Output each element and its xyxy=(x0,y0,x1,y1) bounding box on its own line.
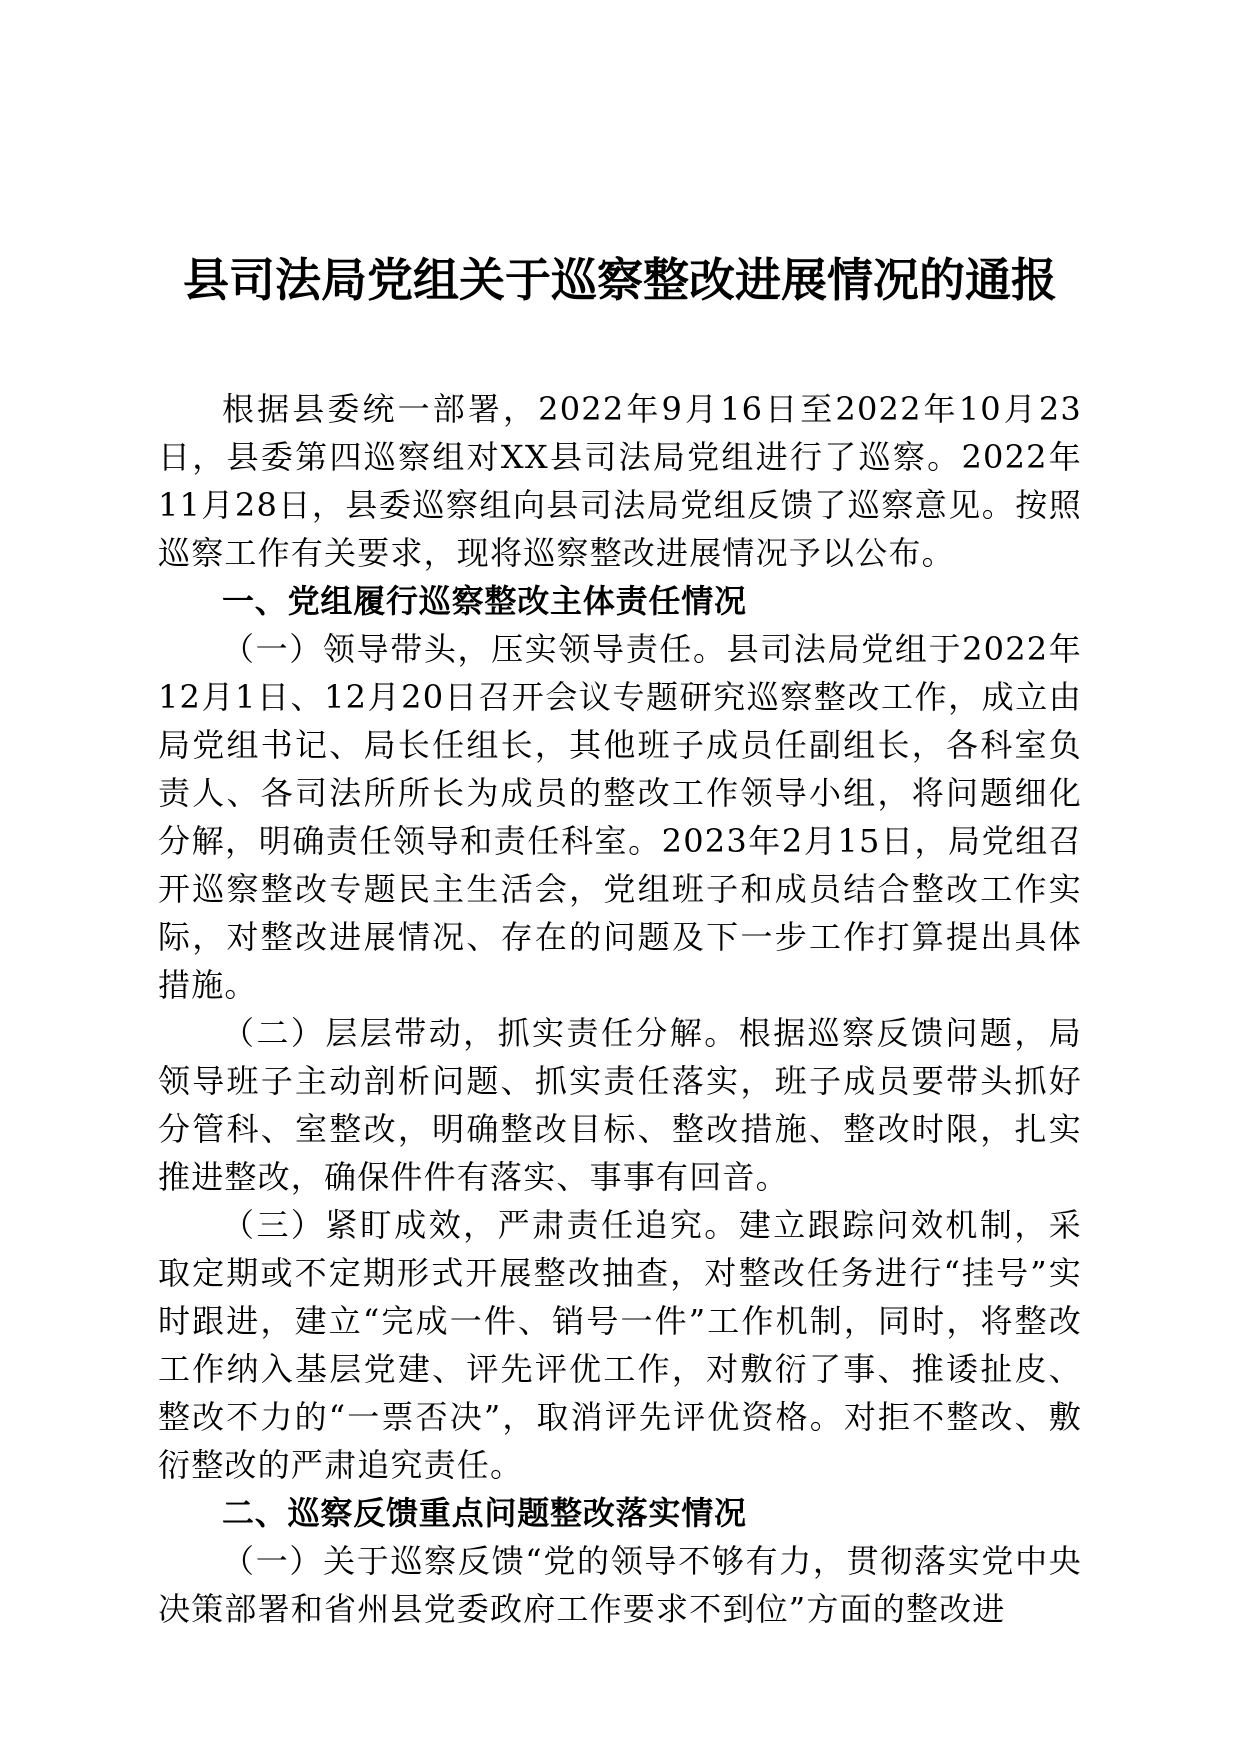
document-title: 县司法局党组关于巡察整改进展情况的通报 xyxy=(183,253,1057,307)
body-paragraph: （二）层层带动，抓实责任分解。根据巡察反馈问题，局领导班子主动剖析问题、抓实责任落实，班子成员要带头抓好分管科、室整改，明确整改目标、整改措施、整改时限，扎实推进整改，确保件件有落实、事事有回音。 xyxy=(158,1014,1082,1196)
section-heading-1: 一、党组履行巡察整改主体责任情况 xyxy=(222,582,747,620)
document-body xyxy=(158,385,1082,1633)
body-paragraph: （一）关于巡察反馈“党的领导不够有力，贯彻落实党中央决策部署和省州县党委政府工作要求不到位”方面的整改进 xyxy=(158,1542,1082,1628)
intro-paragraph: 根据县委统一部署，2022年9月16日至2022年10月23日，县委第四巡察组对XX县司法局党组进行了巡察。2022年11月28日，县委巡察组向县司法局党组反馈了巡察意见。按照巡察工作有关要求，现将巡察整改进展情况予以公布。 xyxy=(158,390,1082,572)
section-heading-2: 二、巡察反馈重点问题整改落实情况 xyxy=(222,1494,747,1532)
body-paragraph: （一）领导带头，压实领导责任。县司法局党组于2022年12月1日、12月20日召开会议专题研究巡察整改工作，成立由局党组书记、局长任组长，其他班子成员任副组长，各科室负责人、各司法所所长为成员的整改工作领导小组，将问题细化分解，明确责任领导和责任科室。2023年2月15日，局党组召开巡察整改专题民主生活会，党组班子和成员结合整改工作实际，对整改进展情况、存在的问题及下一步工作打算提出具体措施。 xyxy=(158,630,1082,1004)
body-paragraph: （三）紧盯成效，严肃责任追究。建立跟踪问效机制，采取定期或不定期形式开展整改抽查，对整改任务进行“挂号”实时跟进，建立“完成一件、销号一件”工作机制，同时，将整改工作纳入基层党建、评先评优工作，对敷衍了事、推诿扯皮、整改不力的“一票否决”，取消评先评优资格。对拒不整改、敷衍整改的严肃追究责任。 xyxy=(158,1206,1082,1484)
